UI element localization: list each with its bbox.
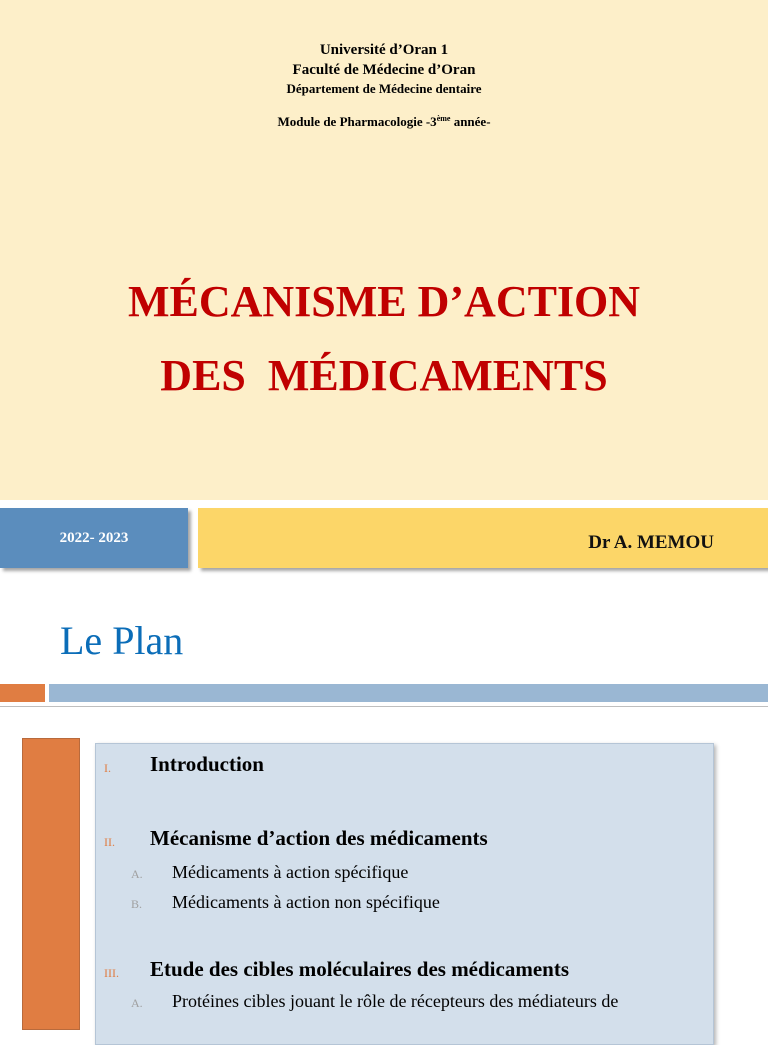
divider-line (0, 706, 768, 707)
module-suffix: année- (450, 114, 491, 129)
institution-header (0, 40, 768, 131)
slide-title-line-1: MÉCANISME D’ACTION (127, 277, 641, 326)
outline-item-1-number: I. (104, 761, 111, 775)
side-accent-panel (22, 738, 80, 1030)
outline-item-2-number: II. (104, 835, 115, 849)
faculty-name: Faculté de Médecine d’Oran (292, 62, 476, 78)
outline-subitem-3a-letter: A. (131, 996, 143, 1010)
outline-item-3-text: Etude des cibles moléculaires des médicaments (150, 957, 569, 981)
slide-title (0, 265, 768, 413)
module-prefix: Module de Pharmacologie -3 (277, 114, 437, 129)
author-name: Dr A. MEMOU (588, 532, 714, 553)
university-name: Université d’Oran 1 (319, 42, 449, 58)
plan-title: Le Plan (60, 618, 184, 663)
accent-bar-orange (0, 684, 45, 702)
module-superscript: ème (436, 114, 451, 123)
year-badge: 2022- 2023 (0, 508, 188, 568)
outline-subitem-2a-letter: A. (131, 867, 143, 881)
outline-subitem-2b-letter: B. (131, 897, 143, 911)
outline-item-2-text: Mécanisme d’action des médicaments (150, 826, 488, 850)
outline-subitem-2a-text: Médicaments à action spécifique (172, 862, 409, 882)
outline-subitem-2b-text: Médicaments à action non spécifique (172, 892, 440, 912)
department-name: Département de Médecine dentaire (286, 81, 482, 96)
module-name (0, 110, 768, 131)
outline-item-1-text: Introduction (150, 752, 264, 776)
title-slide (0, 0, 768, 500)
plan-outline (95, 743, 714, 1045)
outline-subitem-3a-text: Protéines cibles jouant le rôle de récepteurs des médiateurs de (172, 991, 619, 1011)
slide-title-line-2: DES MÉDICAMENTS (160, 351, 608, 400)
accent-bar-blue (49, 684, 768, 702)
outline-item-3-number: III. (104, 966, 119, 980)
author-banner (198, 508, 768, 568)
